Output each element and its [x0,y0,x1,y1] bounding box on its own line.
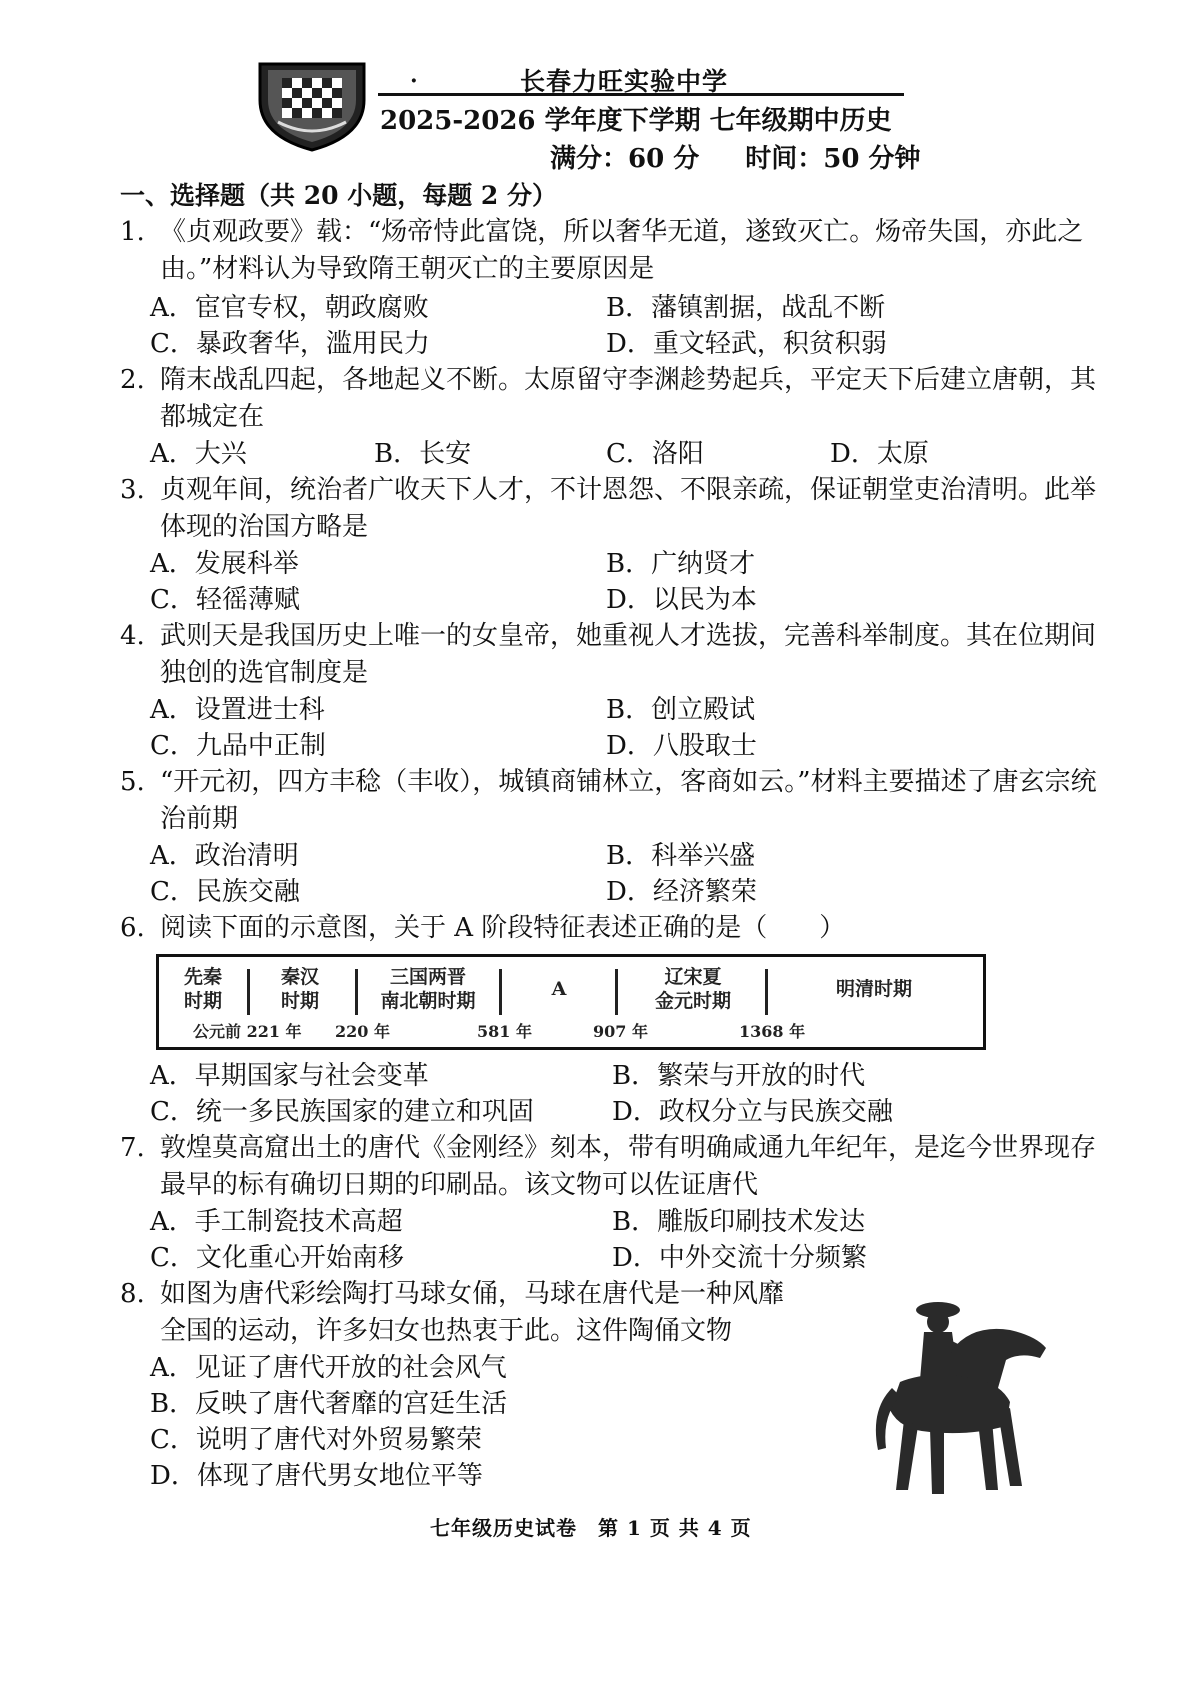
full-score: 满分：60 分 [550,144,700,174]
timeline-tick [615,969,618,1015]
page-footer: 七年级历史试卷 第 1 页 共 4 页 [430,1516,752,1540]
timeline-year: 220 年 [335,1022,390,1041]
question-number: 4. [120,621,145,651]
header-divider [378,93,904,96]
question-number: 2. [120,365,145,395]
option-c[interactable]: C．统一多民族国家的建立和巩固 [150,1097,534,1127]
question-number: 1. [120,217,145,247]
option-d[interactable]: D．八股取士 [606,731,757,761]
question-stem: 隋末战乱四起，各地起义不断。太原留守李渊趁势起兵，平定天下后建立唐朝，其都城定在 [160,365,1097,432]
section-title: 一、选择题（共 20 小题，每题 2 分） [120,181,558,210]
timeline-segment-a: A [551,978,567,1000]
option-b[interactable]: B．创立殿试 [606,695,756,725]
option-a[interactable]: A．政治清明 [150,841,299,871]
option-c[interactable]: C．说明了唐代对外贸易繁荣 [150,1425,482,1455]
question-number: 7. [120,1133,145,1163]
option-c[interactable]: C．民族交融 [150,877,300,907]
option-b[interactable]: B．长安 [374,439,472,469]
option-d[interactable]: D．中外交流十分频繁 [612,1243,867,1273]
school-name: 长春力旺实验中学 [520,67,729,96]
question-stem: 贞观年间，统治者广收天下人才，不计恩怨、不限亲疏，保证朝堂吏治清明。此举体现的治国方略是 [160,475,1097,542]
option-a[interactable]: A．发展科举 [150,549,299,579]
exam-meta [550,138,966,175]
timeline-year: 581 年 [477,1022,532,1041]
option-d[interactable]: D．太原 [830,439,929,469]
timeline-tick [247,969,250,1015]
timeline-tick [355,969,358,1015]
timeline-segment: 先秦 时期 [183,966,222,1012]
exam-title: 2025-2026 学年度下学期 七年级期中历史 [380,106,892,136]
question-stem: 《贞观政要》载：“炀帝恃此富饶，所以奢华无道，遂致灭亡。炀帝失国，亦此之由。”材料认为导致隋王朝灭亡的主要原因是 [160,217,1084,284]
timeline-tick [765,969,768,1015]
question-stem: 阅读下面的示意图，关于 A 阶段特征表述正确的是（ ） [160,913,846,943]
question-stem-line: 如图为唐代彩绘陶打马球女俑，马球在唐代是一种风靡 [160,1279,785,1309]
option-b[interactable]: B．反映了唐代奢靡的宫廷生活 [150,1389,508,1419]
question-stem: 敦煌莫高窟出土的唐代《金刚经》刻本，带有明确咸通九年纪年，是迄今世界现存最早的标有确切日期的印刷品。该文物可以佐证唐代 [160,1133,1097,1200]
option-c[interactable]: C．暴政奢华，滥用民力 [150,329,430,359]
question-stem-line: 全国的运动，许多妇女也热衷于此。这件陶俑文物 [160,1316,733,1346]
option-d[interactable]: D．体现了唐代男女地位平等 [150,1461,483,1491]
option-a[interactable]: A．见证了唐代开放的社会风气 [150,1353,507,1383]
question-number: 6. [120,913,145,943]
header-mark: · [410,68,418,94]
option-b[interactable]: B．繁荣与开放的时代 [612,1061,866,1091]
school-emblem-icon [252,56,372,154]
option-b[interactable]: B．广纳贤才 [606,549,756,579]
polo-figurine-image [860,1290,1060,1500]
question-stem: 武则天是我国历史上唯一的女皇帝，她重视人才选拔，完善科举制度。其在位期间独创的选官制度是 [160,621,1097,688]
option-a[interactable]: A．宦官专权，朝政腐败 [150,293,429,323]
option-d[interactable]: D．重文轻武，积贫积弱 [606,329,887,359]
timeline-year: 1368 年 [739,1022,806,1041]
option-b[interactable]: B．科举兴盛 [606,841,756,871]
question-stem: “开元初，四方丰稔（丰收），城镇商铺林立，客商如云。”材料主要描述了唐玄宗统治前期 [160,767,1097,834]
option-b[interactable]: B．藩镇割据，战乱不断 [606,293,886,323]
question-number: 5. [120,767,145,797]
option-d[interactable]: D．以民为本 [606,585,757,615]
timeline-segment: 辽宋夏 金元时期 [654,966,731,1012]
option-a[interactable]: A．早期国家与社会变革 [150,1061,429,1091]
option-c[interactable]: C．九品中正制 [150,731,326,761]
exam-time: 时间：50 分钟 [745,144,921,174]
history-timeline [156,954,986,1050]
option-b[interactable]: B．雕版印刷技术发达 [612,1207,866,1237]
option-d[interactable]: D．经济繁荣 [606,877,757,907]
timeline-year: 公元前 221 年 [193,1022,302,1041]
option-a[interactable]: A．设置进士科 [150,695,325,725]
option-a[interactable]: A．大兴 [150,439,247,469]
timeline-segment: 秦汉 时期 [280,966,319,1012]
timeline-segment: 明清时期 [835,978,912,1000]
option-a[interactable]: A．手工制瓷技术高超 [150,1207,403,1237]
question-number: 3. [120,475,145,505]
option-c[interactable]: C．文化重心开始南移 [150,1243,404,1273]
timeline-year: 907 年 [593,1022,648,1041]
option-c[interactable]: C．轻徭薄赋 [150,585,300,615]
question-number: 8. [120,1279,145,1309]
option-d[interactable]: D．政权分立与民族交融 [612,1097,893,1127]
timeline-tick [499,969,502,1015]
option-c[interactable]: C．洛阳 [606,439,704,469]
timeline-segment: 三国两晋 南北朝时期 [380,966,476,1012]
